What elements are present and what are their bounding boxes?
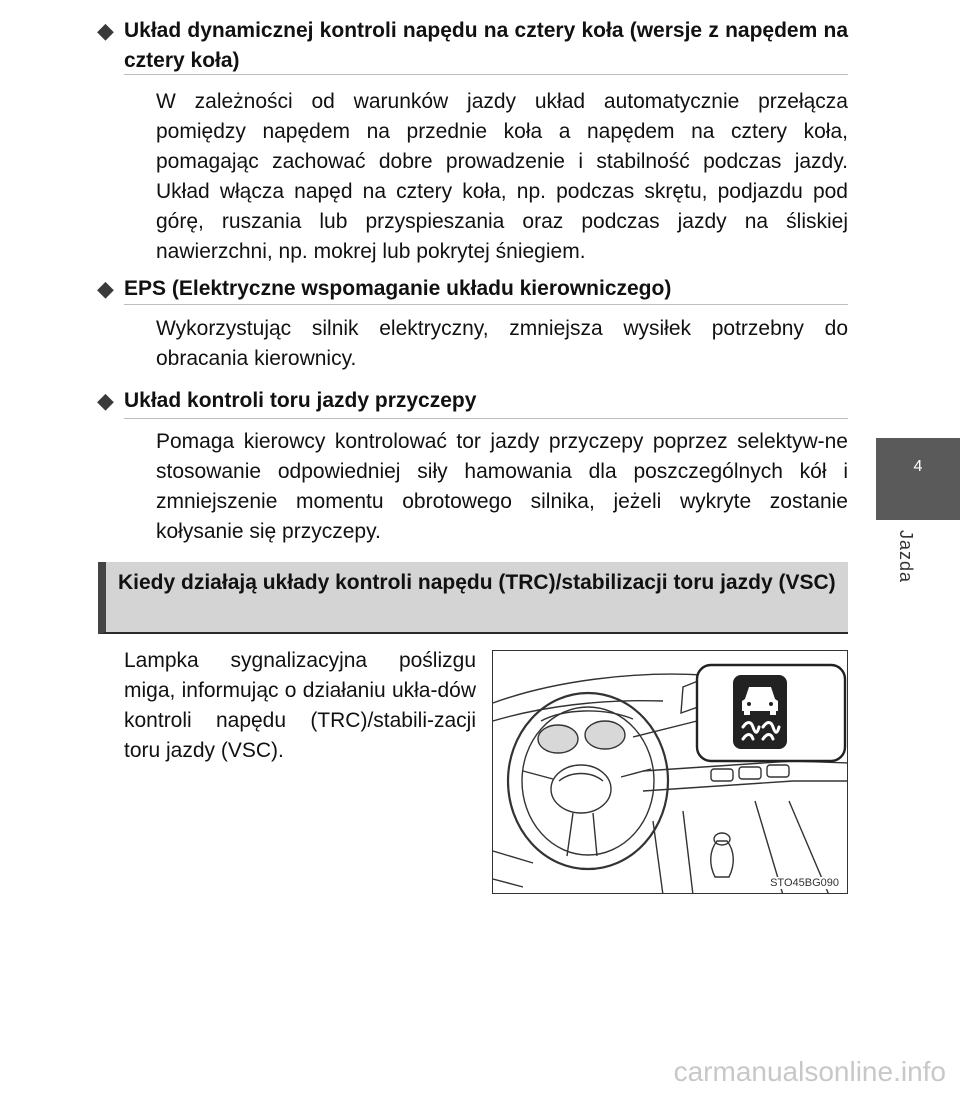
section-divider xyxy=(124,418,848,419)
section-title-trailer: ◆ Układ kontroli toru jazdy przyczepy xyxy=(97,388,477,413)
heading-box-title: Kiedy działają układy kontroli napędu (TRC)/stabilizacji toru jazdy (VSC) xyxy=(118,571,836,594)
chapter-label: Jazda xyxy=(896,530,916,584)
section-divider xyxy=(124,304,848,305)
section-body-trailer: Pomaga kierowcy kontrolować tor jazdy przyczepy poprzez selektyw-ne stosowanie odpowiedniej siły hamowania dla poszczególnych kół i zmniejszenie momentu obrotowego silnika, jeżeli wykryte zostanie kołysanie się przyczepy. xyxy=(156,430,848,543)
chapter-number: 4 xyxy=(913,458,923,475)
diamond-bullet-icon: ◆ xyxy=(97,18,114,43)
dashboard-drawing xyxy=(493,651,848,894)
section-divider xyxy=(124,74,848,75)
section-title-eps: ◆ EPS (Elektryczne wspomaganie układu kierowniczego) xyxy=(97,276,672,301)
diamond-bullet-icon: ◆ xyxy=(97,388,114,413)
section-body-4wd: W zależności od warunków jazdy układ automatycznie przełącza pomiędzy napędem na przednie koła a napędem na cztery koła, pomagając zachować dobre prowadzenie i stabilność podczas jazdy. Układ włącza napęd na cztery koła, np. podczas skrętu, podjazdu pod górę, ruszania lub przyspieszania oraz podczas jazdy na śliskiej nawierzchni, np. mokrej lub pokrytej śniegiem. xyxy=(156,90,848,263)
heading-box xyxy=(98,562,848,634)
diamond-bullet-icon: ◆ xyxy=(97,276,114,301)
figure-code: STO45BG090 xyxy=(770,877,839,889)
dashboard-illustration xyxy=(492,650,848,894)
chapter-tab xyxy=(876,438,960,520)
lamp-description: Lampka sygnalizacyjna poślizgu miga, informując o działaniu ukła-dów kontroli napędu (TRC)/stabili-zacji toru jazdy (VSC). xyxy=(124,649,476,762)
slip-indicator-icon xyxy=(733,675,787,749)
section-body-eps: Wykorzystując silnik elektryczny, zmniejsza wysiłek potrzebny do obracania kierownicy. xyxy=(156,317,848,370)
section-title-4wd: ◆ Układ dynamicznej kontroli napędu na cztery koła (wersje z napędem na cztery koła) xyxy=(97,18,848,72)
watermark: carmanualsonline.info xyxy=(673,1056,946,1087)
